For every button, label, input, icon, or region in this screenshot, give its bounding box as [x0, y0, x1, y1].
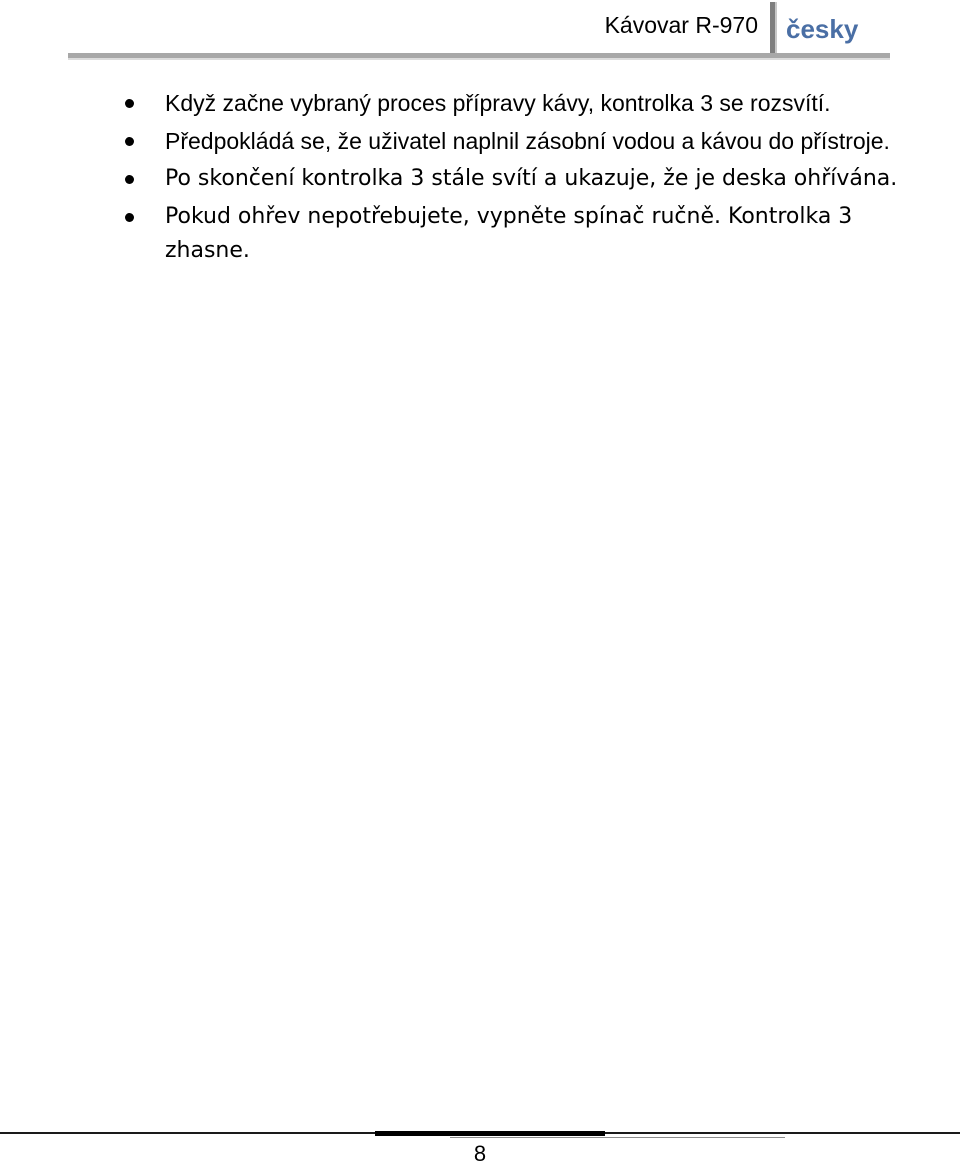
bullet-icon: [125, 137, 134, 146]
list-item: [0, 200, 960, 268]
page-header: [0, 0, 960, 60]
manual-title: Kávovar R-970: [604, 12, 758, 38]
list-item: [0, 124, 960, 158]
instructions-section: [0, 86, 960, 272]
bullet-icon: [125, 175, 134, 184]
page-number: 8: [473, 1141, 487, 1166]
bullet-icon: [125, 99, 134, 108]
bullet-icon: [125, 213, 134, 222]
header-rule-shadow: [68, 58, 890, 60]
list-item-text: Předpokládá se, že uživatel naplnil zásobní vodou a kávou do přístroje.: [165, 128, 890, 154]
list-item-text: Pokud ohřev nepotřebujete, vypněte spínač ručně. Kontrolka 3 zhasne.: [165, 204, 853, 263]
footer-rule-accent: [375, 1131, 605, 1136]
list-item-text: Po skončení kontrolka 3 stále svítí a ukazuje, že je deska ohřívána.: [165, 166, 898, 191]
header-separator-highlight: [775, 2, 777, 54]
language-label: česky: [786, 14, 859, 44]
instruction-list: [0, 86, 960, 268]
footer-rule-thin: [450, 1137, 785, 1138]
list-item: [0, 86, 960, 120]
list-item: [0, 162, 960, 196]
list-item-text: Když začne vybraný proces přípravy kávy, kontrolka 3 se rozsvítí.: [165, 90, 831, 116]
